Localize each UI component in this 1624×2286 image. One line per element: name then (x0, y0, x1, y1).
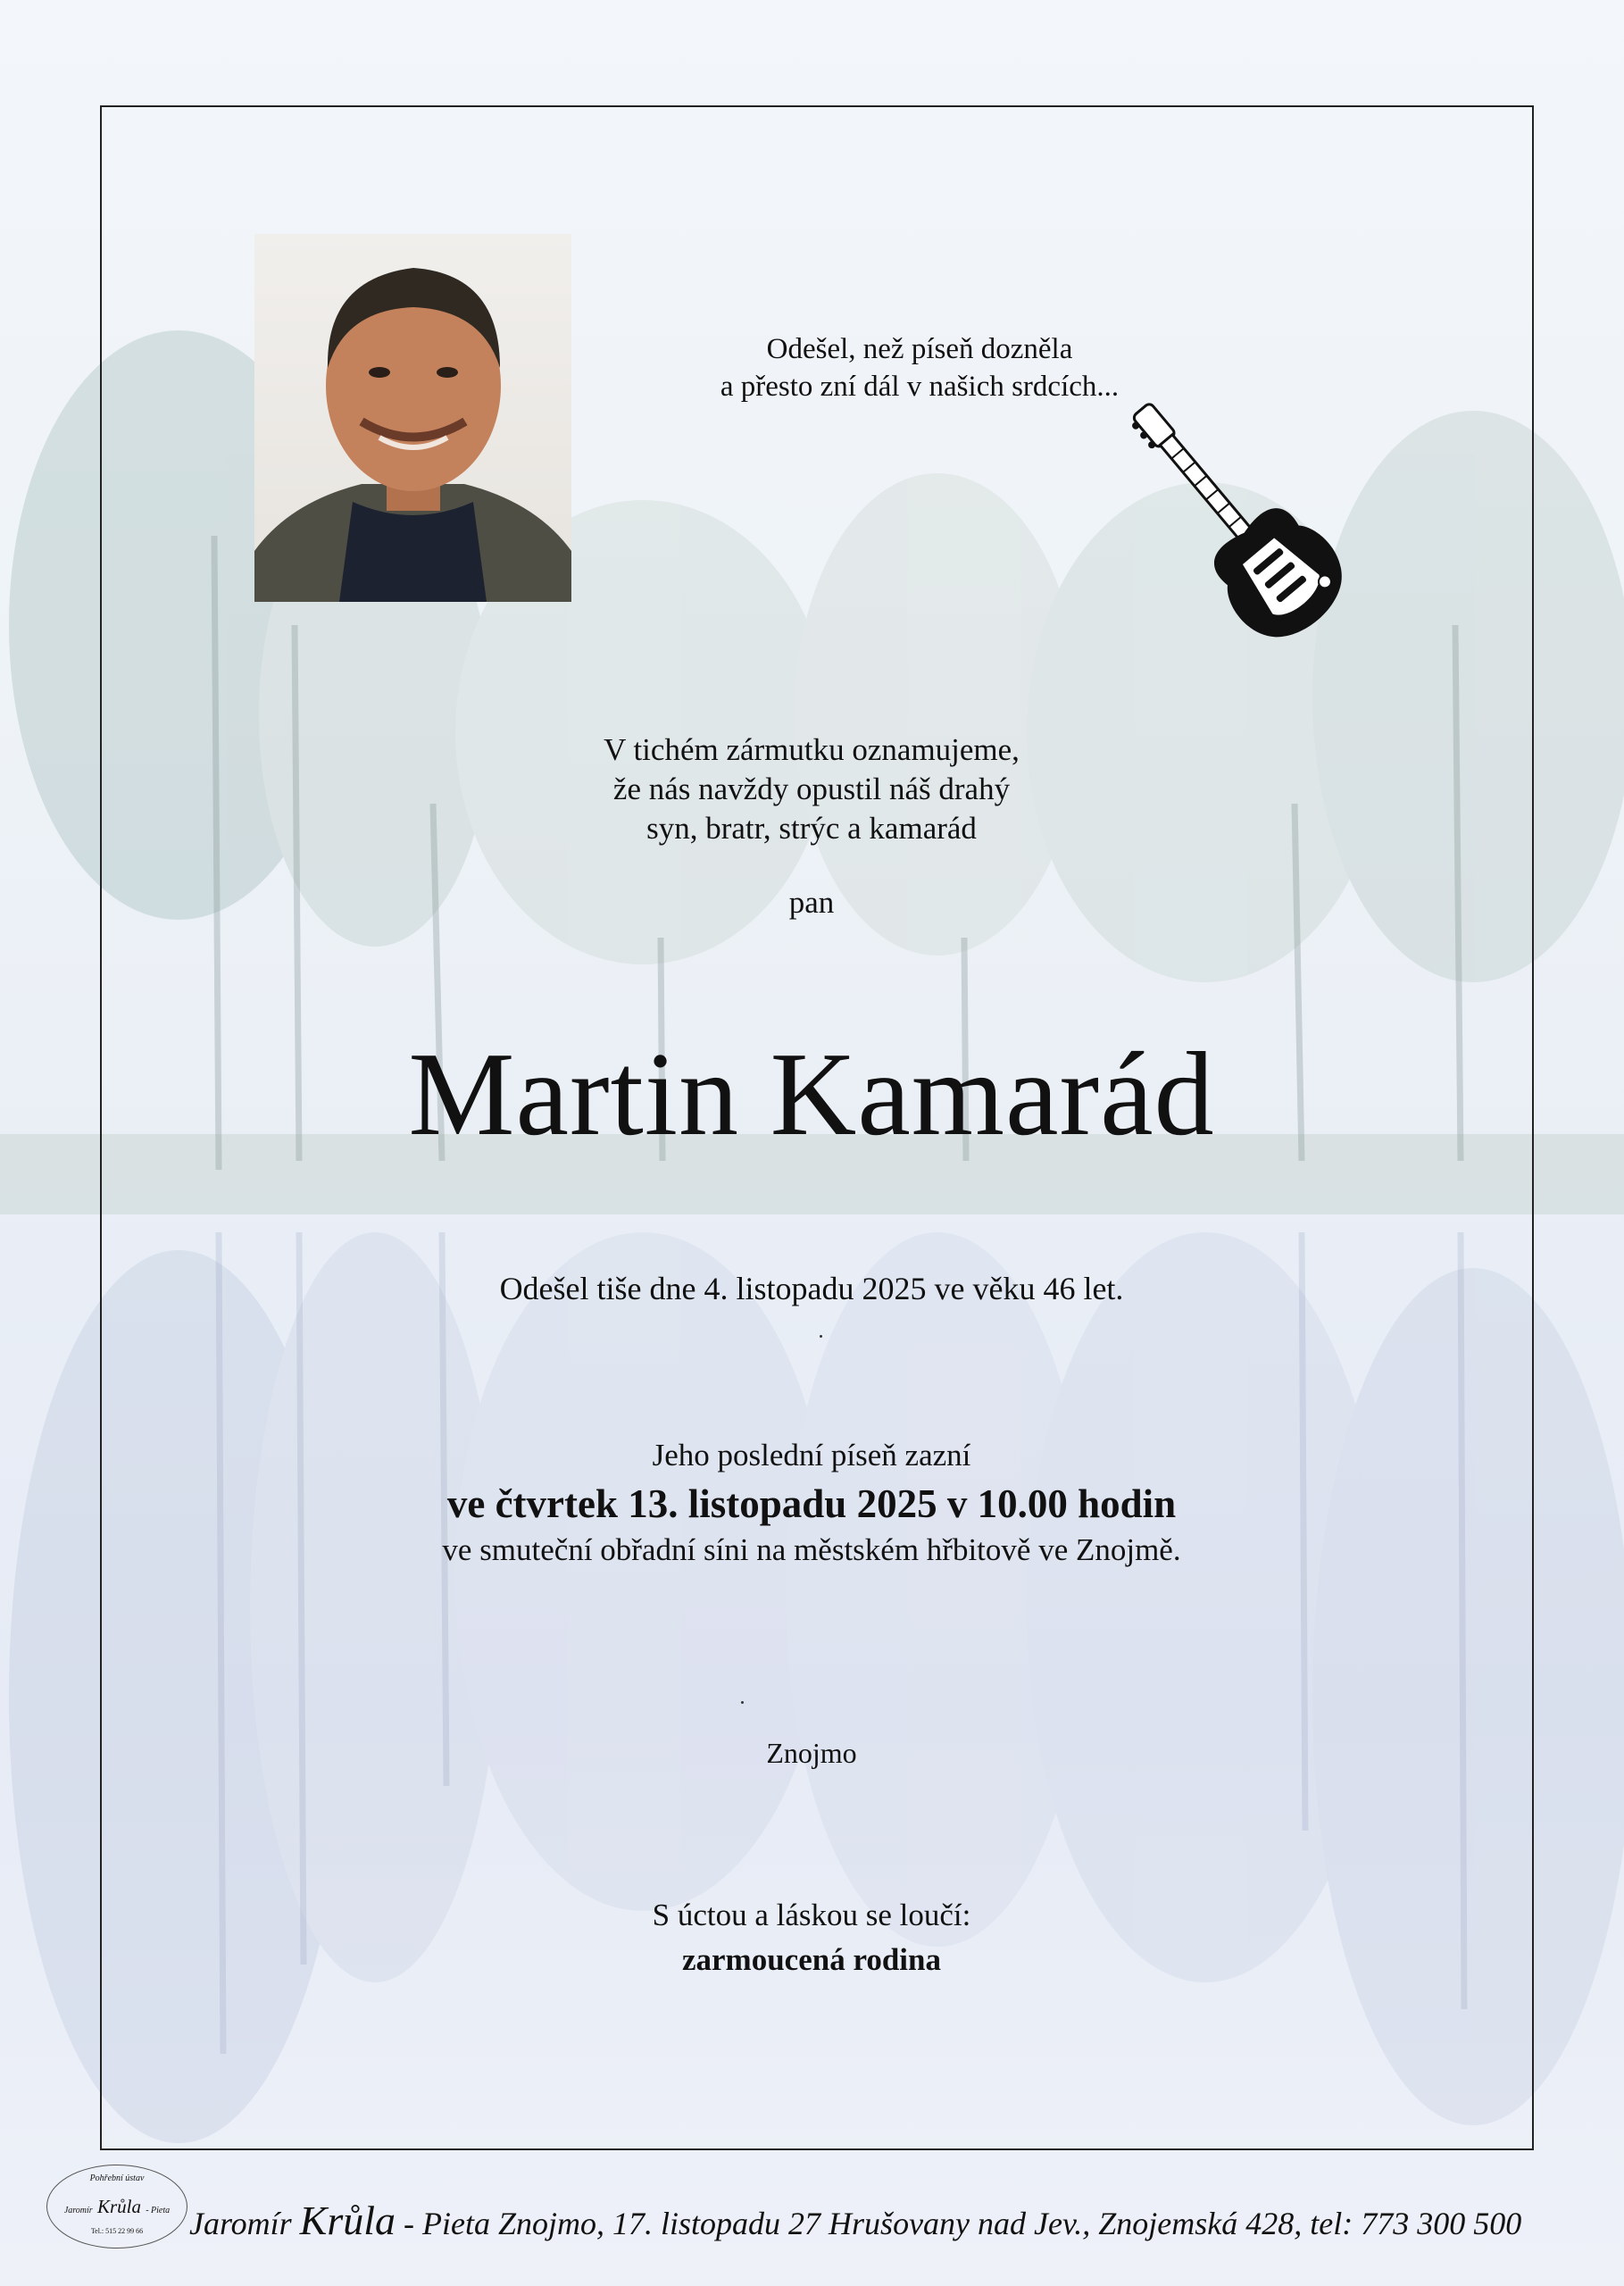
closing (499, 1893, 1124, 1982)
motto-line: a přesto zní dál v našich srdcích... (720, 371, 1120, 403)
deceased-name: Martin Kamarád (408, 1028, 1215, 1160)
footer-contact (189, 2197, 1582, 2244)
honorific: pan (788, 885, 835, 920)
closing-line: S úctou a láskou se loučí: (652, 1898, 971, 1932)
announcement-line: V tichém zármutku oznamujeme, (604, 732, 1020, 767)
city: Znojmo (766, 1737, 857, 1769)
stamp-name: Jaromír Krůla - Pieta (63, 2196, 171, 2217)
motto (679, 330, 1161, 405)
portrait-photo (254, 234, 571, 602)
ceremony-place: ve smuteční obřadní síni na městském hřbitově ve Znojmě. (442, 1532, 1181, 1567)
announcement-line: že nás navždy opustil náš drahý (612, 772, 1011, 806)
closing-signature: zarmoucená rodina (681, 1942, 942, 1977)
announcement-line: syn, bratr, strýc a kamarád (646, 811, 977, 846)
announcement (454, 730, 1169, 848)
funeral-home-stamp (46, 2165, 187, 2248)
electric-guitar-icon (1094, 384, 1370, 656)
motto-line: Odešel, než píseň dozněla (766, 333, 1073, 365)
footer-rest: - Pieta Znojmo, 17. listopadu 27 Hrušovany nad Jev., Znojemská 428, tel: 773 300 500 (404, 2206, 1522, 2241)
footer-first: Jaromír (189, 2206, 292, 2241)
stamp-tel: Tel.: 515 22 99 66 (90, 2227, 144, 2235)
dot-mark (820, 1335, 822, 1338)
ceremony-date: ve čtvrtek 13. listopadu 2025 v 10.00 hodin (446, 1481, 1177, 1526)
ceremony-intro: Jeho poslední píseň zazní (652, 1438, 971, 1473)
death-notice: Odešel tiše dne 4. listopadu 2025 ve věku 46 let. (499, 1271, 1124, 1306)
dot-mark (741, 1701, 744, 1704)
stamp-top: Pohřební ústav (89, 2173, 145, 2183)
footer-surname: Krůla (299, 2198, 396, 2243)
